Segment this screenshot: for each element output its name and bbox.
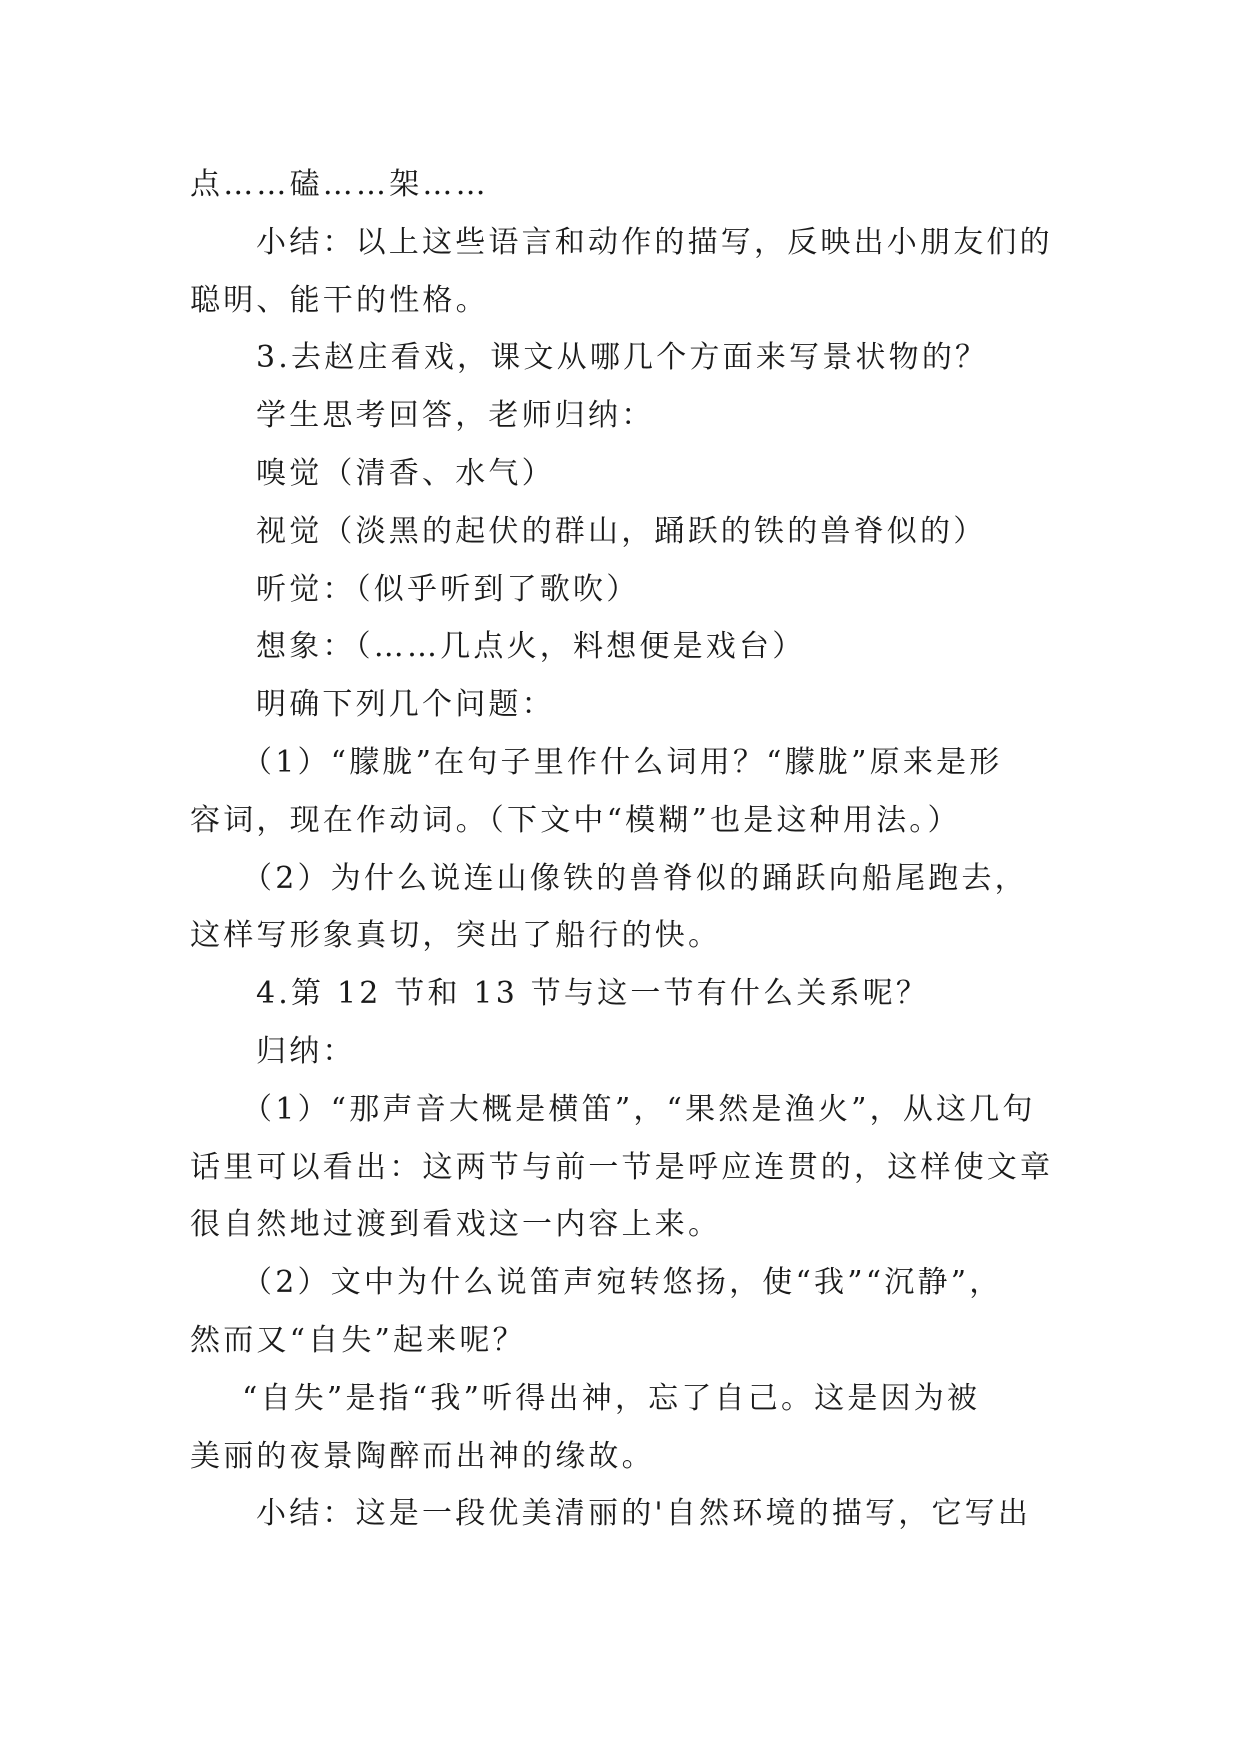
- text-line: 视觉（淡黑的起伏的群山，踊跃的铁的兽脊似的）: [256, 513, 987, 549]
- text-line: （2）文中为什么说笛声宛转悠扬，使“我”“沉静”，: [242, 1265, 1003, 1301]
- text-line: 美丽的夜景陶醉而出神的缘故。: [190, 1438, 655, 1474]
- text-line: 明确下列几个问题：: [256, 687, 555, 723]
- text-line: 学生思考回答，老师归纳：: [256, 398, 655, 434]
- text-line: 3.去赵庄看戏，课文从哪几个方面来写景状物的？: [256, 340, 989, 376]
- text-line: 聪明、能干的性格。: [190, 282, 489, 318]
- text-line: （1）“那声音大概是横笛”，“果然是渔火”，从这几句: [242, 1091, 1036, 1127]
- text-line: 小结：这是一段优美清丽的'自然环境的描写，它写出: [256, 1496, 1032, 1532]
- text-line: 容词，现在作动词。（下文中“模糊”也是这种用法。）: [190, 802, 961, 838]
- text-line: 这样写形象真切，突出了船行的快。: [190, 918, 722, 954]
- text-line: “自失”是指“我”听得出神，忘了自己。这是因为被: [242, 1380, 981, 1416]
- text-line: 归纳：: [256, 1033, 356, 1069]
- text-line: 话里可以看出：这两节与前一节是呼应连贯的，这样使文章: [190, 1149, 1054, 1185]
- text-line: 小结：以上这些语言和动作的描写，反映出小朋友们的: [256, 224, 1053, 260]
- text-line: （2）为什么说连山像铁的兽脊似的踊跃向船尾跑去，: [242, 860, 1028, 896]
- text-line: 然而又“自失”起来呢？: [190, 1322, 526, 1358]
- text-line: （1）“朦胧”在句子里作什么词用？“朦胧”原来是形: [242, 744, 1003, 780]
- text-line: 听觉：（似乎听到了歌吹）: [256, 571, 640, 607]
- text-line: 点……磕……架……: [190, 167, 489, 202]
- text-line: 嗅觉（清香、水气）: [256, 455, 555, 491]
- text-line: 4.第 12 节和 13 节与这一节有什么关系呢？: [256, 976, 930, 1012]
- text-line: 想象：（……几点火，料想便是戏台）: [256, 629, 806, 665]
- document-body: [190, 156, 1052, 1543]
- text-line: 很自然地过渡到看戏这一内容上来。: [190, 1207, 722, 1243]
